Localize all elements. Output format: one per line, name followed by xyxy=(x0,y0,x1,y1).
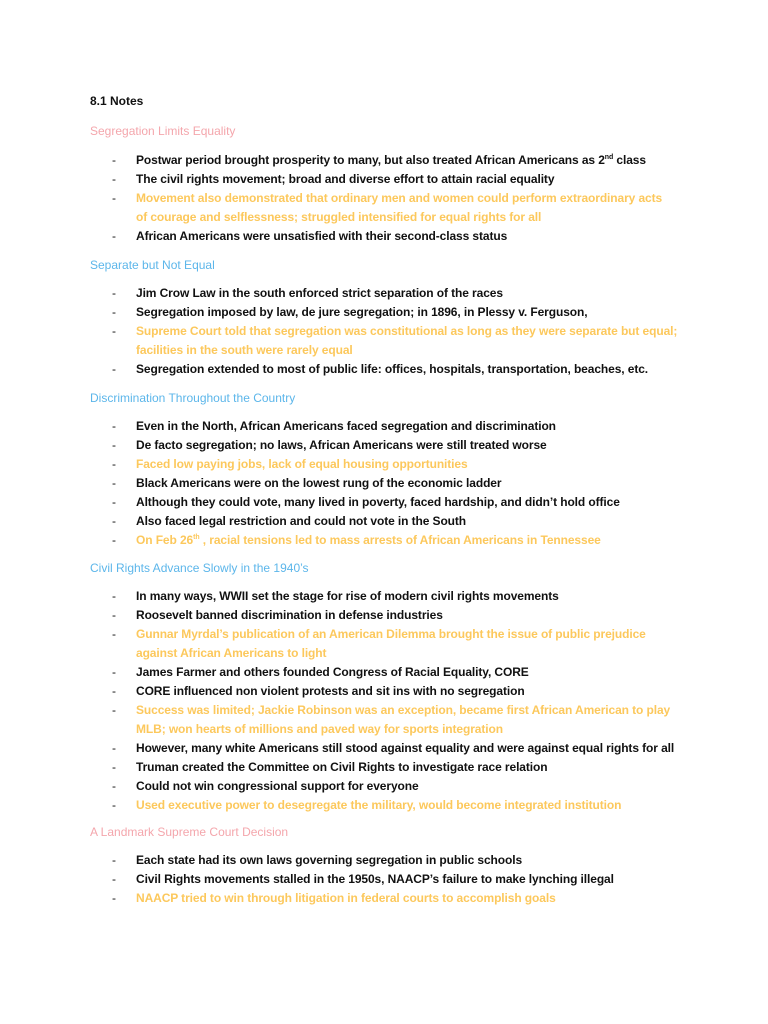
list-item: - Faced low paying jobs, lack of equal housing opportunities xyxy=(112,455,692,474)
list-item: - Black Americans were on the lowest rung of the economic ladder xyxy=(112,474,692,493)
list-item: - African Americans were unsatisfied with their second-class status xyxy=(112,227,692,246)
list-item: - Postwar period brought prosperity to many, but also treated African Americans as 2nd class xyxy=(112,151,692,170)
list-item: - Even in the North, African Americans faced segregation and discrimination xyxy=(112,417,692,436)
list-item: - Civil Rights movements stalled in the 1950s, NAACP’s failure to make lynching illegal xyxy=(112,870,692,889)
list-item: - Roosevelt banned discrimination in defense industries xyxy=(112,606,692,625)
list-item: - James Farmer and others founded Congress of Racial Equality, CORE xyxy=(112,663,692,682)
list-item: - Supreme Court told that segregation was constitutional as long as they were separate but equal; facilities in the south were rarely equal xyxy=(112,322,692,360)
section-list-a-landmark-supreme-court-decision xyxy=(112,851,692,908)
section-heading-segregation-limits-equality: Segregation Limits Equality xyxy=(90,124,236,138)
section-heading-discrimination-throughout-the-country: Discrimination Throughout the Country xyxy=(90,391,296,405)
list-item: - Although they could vote, many lived in poverty, faced hardship, and didn’t hold office xyxy=(112,493,692,512)
list-item: - Movement also demonstrated that ordinary men and women could perform extraordinary acts of courage and selflessness; struggled intensified for equal rights for all xyxy=(112,189,692,227)
list-item: - The civil rights movement; broad and diverse effort to attain racial equality xyxy=(112,170,692,189)
list-item: - Segregation imposed by law, de jure segregation; in 1896, in Plessy v. Ferguson, xyxy=(112,303,692,322)
section-list-separate-but-not-equal xyxy=(112,284,692,379)
section-heading-separate-but-not-equal: Separate but Not Equal xyxy=(90,258,215,272)
list-item: - Used executive power to desegregate the military, would become integrated institution xyxy=(112,796,692,815)
list-item: - Could not win congressional support for everyone xyxy=(112,777,692,796)
list-item: - Success was limited; Jackie Robinson was an exception, became first African American to play MLB; won hearts of millions and paved way for sports integration xyxy=(112,701,692,739)
section-list-civil-rights-advance-slowly xyxy=(112,587,692,815)
section-list-discrimination-throughout-the-country xyxy=(112,417,692,550)
list-item: - However, many white Americans still stood against equality and were against equal rights for all xyxy=(112,739,692,758)
list-item: - Jim Crow Law in the south enforced strict separation of the races xyxy=(112,284,692,303)
list-item: - On Feb 26th , racial tensions led to mass arrests of African Americans in Tennessee xyxy=(112,531,692,550)
list-item: - In many ways, WWII set the stage for rise of modern civil rights movements xyxy=(112,587,692,606)
list-item: - CORE influenced non violent protests and sit ins with no segregation xyxy=(112,682,692,701)
list-item: - Also faced legal restriction and could not vote in the South xyxy=(112,512,692,531)
list-item: - Truman created the Committee on Civil Rights to investigate race relation xyxy=(112,758,692,777)
list-item: - Segregation extended to most of public life: offices, hospitals, transportation, beaches, etc. xyxy=(112,360,692,379)
list-item: - De facto segregation; no laws, African Americans were still treated worse xyxy=(112,436,692,455)
page-title: 8.1 Notes xyxy=(90,94,144,108)
section-heading-a-landmark-supreme-court-decision: A Landmark Supreme Court Decision xyxy=(90,825,289,839)
list-item: - Each state had its own laws governing segregation in public schools xyxy=(112,851,692,870)
section-heading-civil-rights-advance-slowly: Civil Rights Advance Slowly in the 1940’s xyxy=(90,561,309,575)
list-item: - NAACP tried to win through litigation in federal courts to accomplish goals xyxy=(112,889,692,908)
list-item: - Gunnar Myrdal’s publication of an American Dilemma brought the issue of public prejudice against African Americans to light xyxy=(112,625,692,663)
section-list-segregation-limits-equality xyxy=(112,151,692,246)
